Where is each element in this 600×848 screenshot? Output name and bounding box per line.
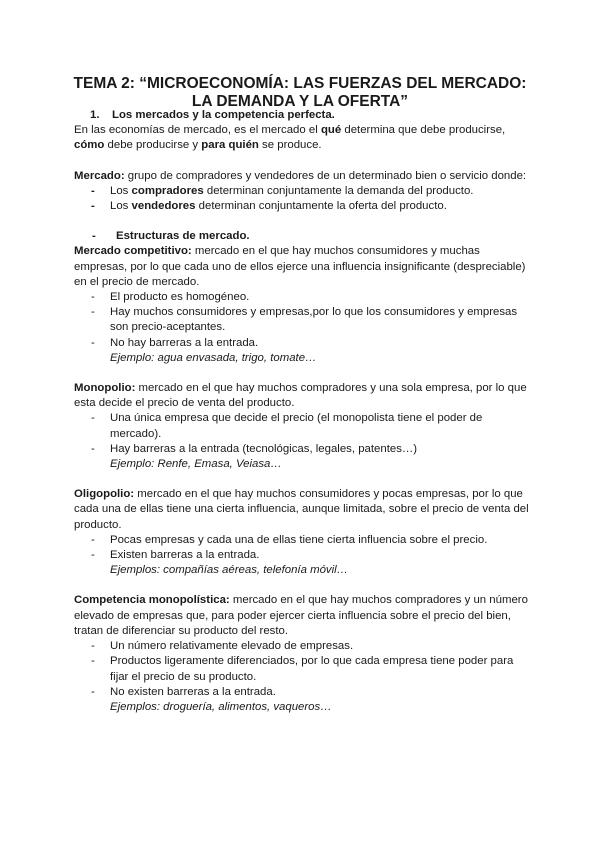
title-line-1: TEMA 2: “MICROECONOMÍA: LAS FUERZAS DEL MERCADO: [73,75,527,92]
bullet-marker: - [92,230,96,243]
mercado-list [74,184,534,214]
list-item-text: Pocas empresas y cada una de ellas tiene cierta influencia sobre el precio. [110,533,488,546]
monopolistica-definition-text: mercado en el que hay muchos compradores y un número elevado de empresas que, para poder ejercer cierta influencia sobre el precio del bien, tratan de diferenciar su producto del resto. [74,594,528,637]
intro-emphasis-para-quien: para quién [201,139,259,152]
list-item [74,533,534,548]
competitivo-example: Ejemplo: agua envasada, trigo, tomate… [110,351,317,364]
list-item-text: determinan conjuntamente la oferta del producto. [195,200,447,213]
list-item-text: Hay muchos consumidores y empresas,por lo que los consumidores y empresas son precio-aceptantes. [110,306,518,334]
section-1-intro [74,123,534,153]
list-item [74,654,534,684]
list-item-text: No existen barreras a la entrada. [110,685,276,698]
bullet-marker: - [91,533,95,546]
bullet-marker: - [91,291,95,304]
intro-emphasis-como: cómo [74,139,105,152]
list-item [74,548,534,563]
list-item-emphasis: vendedores [131,200,196,213]
competitivo-definition-text: mercado en el que hay muchos consumidores y muchas empresas, por lo que cada uno de ellos ejerce una influencia insignificante (despreciable) en el precio de mercado. [74,245,526,288]
bullet-marker: - [91,655,95,668]
intro-emphasis-que: qué [320,124,342,137]
monopolistica-list [74,639,534,700]
oligopolio-definition-text: mercado en el que hay muchos consumidores y pocas empresas, por lo que cada una de ellas tiene una cierta influencia, aunque limitada, sobre el precio de venta del producto. [74,488,529,531]
list-item-emphasis: compradores [131,184,204,197]
intro-text: En las economías de mercado, es el mercado el [74,124,321,137]
monopolio-list [74,411,534,457]
list-item [74,184,534,199]
oligopolio-example: Ejemplos: compañías aéreas, telefonía móvil… [110,564,349,577]
list-item [74,305,534,335]
oligopolio-term: Oligopolio: [74,488,135,501]
bullet-marker: - [91,200,95,213]
competitivo-term: Mercado competitivo: [74,245,192,258]
bullet-marker: - [91,549,95,562]
competitivo-list [74,290,534,351]
mercado-definition-text: grupo de compradores y vendedores de un determinado bien o servicio donde: [124,169,527,182]
intro-text: se produce. [258,139,322,152]
oligopolio-list [74,533,534,563]
list-item-text: No hay barreras a la entrada. [110,336,259,349]
list-item-text: determinan conjuntamente la demanda del producto. [203,184,474,197]
monopolio-example: Ejemplo: Renfe, Emasa, Veiasa… [110,458,282,471]
bullet-marker: - [91,336,95,349]
list-item-text: Los [110,200,132,213]
list-item [74,199,534,214]
bullet-marker: - [91,306,95,319]
mercado-term: Mercado: [74,169,125,182]
estructuras-heading-text: Estructuras de mercado. [116,230,250,243]
list-item [74,336,534,351]
section-1-heading [74,108,534,123]
list-item [74,290,534,305]
list-item [74,411,534,441]
section-1-heading-text: Los mercados y la competencia perfecta. [112,109,335,121]
mercado-definition [74,169,534,184]
list-item-text: Los [110,184,132,197]
oligopolio-definition [74,487,534,533]
list-item-text: Productos ligeramente diferenciados, por lo que cada empresa tiene poder para fijar el precio de su producto. [110,655,514,683]
monopolistica-example: Ejemplos: droguería, alimentos, vaqueros… [110,700,332,713]
list-item [74,639,534,654]
list-item-text: Una única empresa que decide el precio (el monopolista tiene el poder de mercado). [110,412,483,440]
competitivo-definition [74,244,534,290]
bullet-marker: - [91,442,95,455]
monopolistica-definition [74,593,534,639]
document-title [60,75,540,111]
list-item [74,442,534,457]
list-item-text: El producto es homogéneo. [110,291,250,304]
monopolio-term: Monopolio: [74,382,136,395]
estructuras-heading [74,229,534,244]
monopolio-definition [74,381,534,411]
list-item-text: Existen barreras a la entrada. [110,549,260,562]
monopolistica-term: Competencia monopolística: [74,594,230,607]
list-item-text: Hay barreras a la entrada (tecnológicas, legales, patentes…) [110,442,418,455]
list-item-text: Un número relativamente elevado de empresas. [110,640,354,653]
bullet-marker: - [91,640,95,653]
document-body [74,108,534,715]
bullet-marker: - [91,412,95,425]
title-line-2: LA DEMANDA Y LA OFERTA” [191,93,409,110]
bullet-marker: - [91,184,95,197]
list-item [74,685,534,700]
bullet-marker: - [91,685,95,698]
intro-text: debe producirse y [104,139,202,152]
section-1-number: 1. [90,109,100,121]
intro-text: determina que debe producirse, [341,124,506,137]
monopolio-definition-text: mercado en el que hay muchos compradores y una sola empresa, por lo que esta decide el precio de venta del producto. [74,382,527,410]
